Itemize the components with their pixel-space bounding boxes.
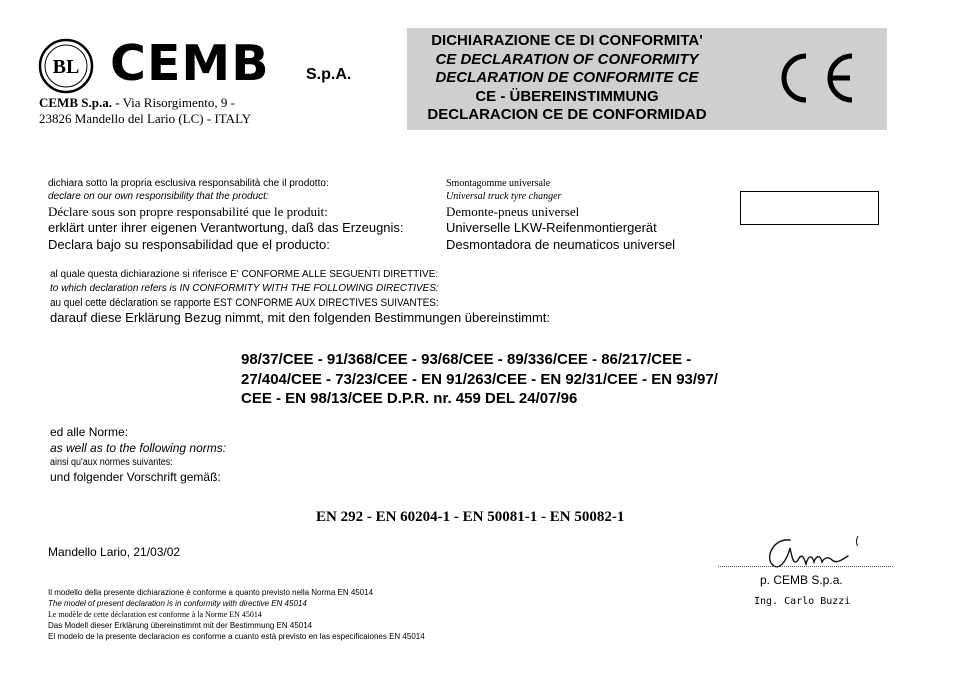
- title-de: CE - ÜBEREINSTIMMUNG: [475, 87, 659, 105]
- title-it: DICHIARAZIONE CE DI CONFORMITA': [431, 32, 703, 49]
- declaration-title-box: [407, 28, 887, 130]
- title-en: CE DECLARATION OF CONFORMITY: [435, 50, 699, 68]
- declaration-de: erklärt unter ihrer eigenen Verantwortung, daß das Erzeugnis:: [48, 220, 404, 235]
- footer-it: Il modello della presente dichiarazione è conforme a quanto previsto nella Norma EN 45014: [48, 588, 374, 597]
- norms-intro-it: ed alle Norme:: [50, 425, 129, 439]
- norms-intro-de: und folgender Vorschrift gemäß:: [50, 470, 221, 484]
- declaration-fr: Déclare sous son propre responsabilité que le produit:: [48, 204, 328, 219]
- directive-line: 98/37/CEE - 91/368/CEE - 93/68/CEE - 89/336/CEE - 86/217/CEE -: [241, 351, 692, 368]
- company-suffix: S.p.A.: [306, 66, 352, 83]
- declaration-statement: [48, 177, 404, 254]
- footer-de: Das Modell dieser Erklärung übereinstimmt mit der Bestimmung EN 45014: [48, 621, 313, 630]
- product-en: Universal truck tyre changer: [446, 191, 562, 202]
- signature-line: [718, 566, 893, 567]
- directive-list: [241, 350, 718, 409]
- declaration-it: dichiara sotto la propria esclusiva responsabilità che il prodotto:: [48, 178, 329, 189]
- company-logo-wordmark: CEMB: [110, 35, 270, 92]
- product-de: Universelle LKW-Reifenmontiergerät: [446, 220, 657, 235]
- serial-number-box: [740, 191, 879, 225]
- address-city: 23826 Mandello del Lario (LC) - ITALY: [39, 111, 252, 126]
- footer-fr: Le modèle de cette déclaration est conforme à la Norme EN 45014: [48, 610, 262, 619]
- company-seal-logo: [38, 38, 94, 94]
- address-company: CEMB S.p.a. -: [39, 95, 120, 110]
- footer-en: The model of present declaration is in conformity with directive EN 45014: [48, 599, 307, 608]
- title-fr: DECLARATION DE CONFORMITE CE: [435, 69, 699, 86]
- directive-line: CEE - EN 98/13/CEE D.P.R. nr. 459 DEL 24/07/96: [241, 390, 578, 407]
- product-es: Desmontadora de neumaticos universel: [446, 237, 676, 252]
- norm-list: EN 292 - EN 60204-1 - EN 50081-1 - EN 50082-1: [316, 509, 625, 525]
- title-es: DECLARACION CE DE CONFORMIDAD: [427, 106, 707, 123]
- ce-mark-icon: [772, 48, 858, 108]
- directive-line: 27/404/CEE - 73/23/CEE - EN 91/263/CEE - EN 92/31/CEE - EN 93/97/: [241, 370, 718, 388]
- product-it: Smontagomme universale: [446, 178, 551, 189]
- directive-intro-de: darauf diese Erklärung Bezug nimmt, mit den folgenden Bestimmungen übereinstimmt:: [50, 310, 551, 325]
- product-name: [446, 177, 675, 254]
- signer-name: Ing. Carlo Buzzi: [754, 596, 851, 607]
- norms-intro: [50, 425, 226, 485]
- directive-intro-en: to which declaration refers is IN CONFORMITY WITH THE FOLLOWING DIRECTIVES:: [50, 283, 439, 294]
- product-fr: Demonte-pneus universel: [446, 204, 580, 219]
- address-street: Via Risorgimento, 9 -: [122, 95, 235, 110]
- directive-intro-fr: au quel cette déclaration se rapporte EST CONFORME AUX DIRECTIVES SUIVANTES:: [50, 297, 439, 309]
- handwritten-signature: [758, 530, 868, 574]
- norms-intro-fr: ainsi qu'aux normes suivantes:: [50, 457, 173, 468]
- company-address: [39, 95, 251, 127]
- title-lines: [407, 32, 727, 125]
- footer-note: [48, 587, 425, 642]
- svg-text:BL: BL: [52, 56, 80, 78]
- footer-es: El modelo de la presente declaracion es conforme a cuanto està previsto en las especificaiones EN 45014: [48, 632, 425, 641]
- directive-intro: [50, 268, 550, 326]
- declaration-en: declare on our own responsibility that the product:: [48, 191, 269, 202]
- declaration-es: Declara bajo su responsabilidad que el producto:: [48, 237, 330, 252]
- place-date: Mandello Lario, 21/03/02: [48, 545, 181, 559]
- signature-company: p. CEMB S.p.a.: [760, 573, 843, 587]
- norms-intro-en: as well as to the following norms:: [50, 441, 227, 455]
- directive-intro-it: al quale questa dichiarazione si riferisce E' CONFORME ALLE SEGUENTI DIRETTIVE:: [50, 269, 439, 280]
